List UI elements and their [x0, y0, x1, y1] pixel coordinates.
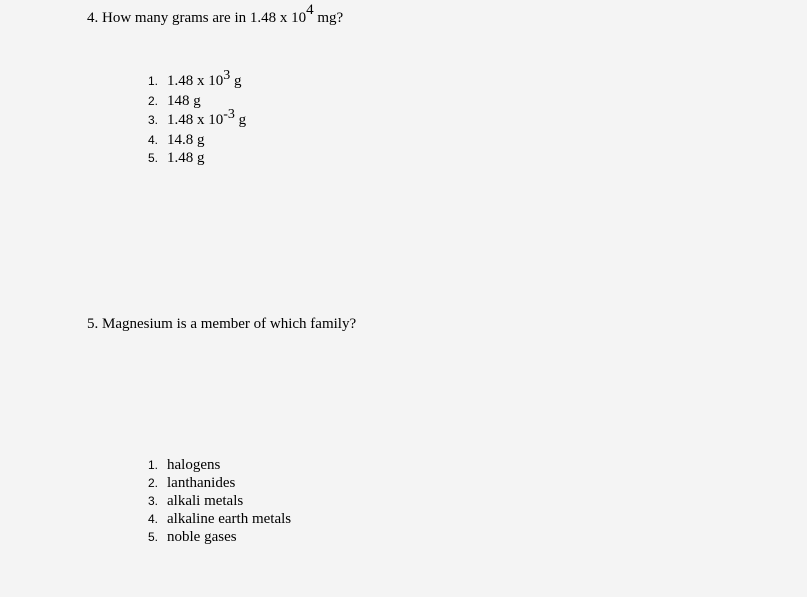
- question-4-option-4: [148, 131, 246, 149]
- question-4-option-5: [148, 149, 246, 167]
- option-text: noble gases: [167, 529, 237, 545]
- option-number: 5.: [148, 530, 159, 544]
- question-4-exponent: 4: [306, 2, 314, 18]
- option-base: 1.48 x 10: [167, 73, 224, 89]
- option-number: 4.: [148, 512, 159, 526]
- option-number: 2.: [148, 94, 159, 108]
- question-4-options: [148, 68, 247, 167]
- question-5-option-2: [148, 474, 291, 492]
- option-base: 1.48 g: [167, 150, 205, 166]
- question-5-options: [148, 456, 291, 546]
- question-5-option-1: [148, 456, 291, 474]
- option-number: 2.: [148, 476, 159, 490]
- option-number: 4.: [148, 133, 159, 147]
- option-exponent: -3: [223, 107, 235, 122]
- question-4-option-3: [148, 107, 247, 131]
- option-unit: g: [234, 112, 247, 128]
- question-5-option-5: [148, 528, 291, 546]
- option-text: alkali metals: [167, 493, 244, 509]
- option-base: 14.8 g: [167, 132, 205, 148]
- option-text: halogens: [167, 457, 221, 473]
- question-4-option-1: [148, 68, 246, 92]
- option-number: 3.: [148, 113, 159, 127]
- question-4-prefix: 4. How many grams are in 1.48 x 10: [87, 10, 307, 26]
- question-5-option-4: [148, 510, 291, 528]
- option-number: 5.: [148, 151, 159, 165]
- option-text: alkaline earth metals: [167, 511, 292, 527]
- option-base: 1.48 x 10: [167, 112, 224, 128]
- question-5-option-3: [148, 492, 291, 510]
- question-5-text: 5. Magnesium is a member of which family?: [87, 316, 357, 332]
- option-number: 3.: [148, 494, 159, 508]
- option-unit: g: [230, 73, 242, 89]
- question-4-suffix: mg?: [313, 10, 344, 26]
- option-text: lanthanides: [167, 475, 236, 491]
- option-number: 1.: [148, 74, 159, 88]
- option-base: 148 g: [167, 93, 201, 109]
- option-exponent: 3: [223, 68, 231, 83]
- question-4-text: [87, 2, 344, 27]
- option-number: 1.: [148, 458, 159, 472]
